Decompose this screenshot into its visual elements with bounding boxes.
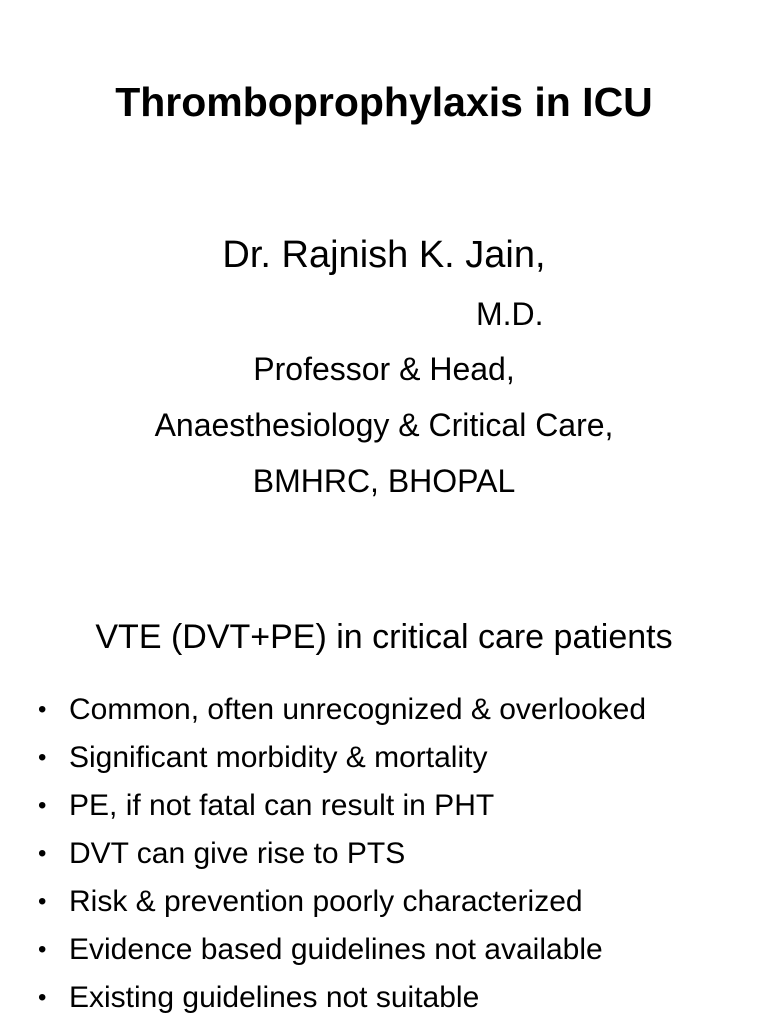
bullet-icon: • [38,984,47,1011]
bullet-text: PE, if not fatal can result in PHT [69,789,495,822]
author-position: Professor & Head, [253,351,515,387]
author-name: Dr. Rajnish K. Jain, [222,234,546,276]
author-department: Anaesthesiology & Critical Care, [154,407,614,443]
section-heading: VTE (DVT+PE) in critical care patients [95,618,673,656]
slide-title: Thromboprophylaxis in ICU [115,79,653,125]
author-institution: BMHRC, BHOPAL [252,463,516,499]
bullet-text: Significant morbidity & mortality [69,741,488,774]
bullet-icon: • [38,840,47,867]
bullet-icon: • [38,696,47,723]
bullet-text: Evidence based guidelines not available [69,933,603,966]
bullet-icon: • [38,744,47,771]
bullet-icon: • [38,888,47,915]
author-degree: M.D. [476,296,544,332]
bullet-text: Risk & prevention poorly characterized [69,885,583,918]
bullet-icon: • [38,936,47,963]
bullet-text: Existing guidelines not suitable [69,981,480,1014]
bullet-text: Common, often unrecognized & overlooked [69,693,647,726]
bullet-text: DVT can give rise to PTS [69,837,406,870]
bullet-icon: • [38,792,47,819]
